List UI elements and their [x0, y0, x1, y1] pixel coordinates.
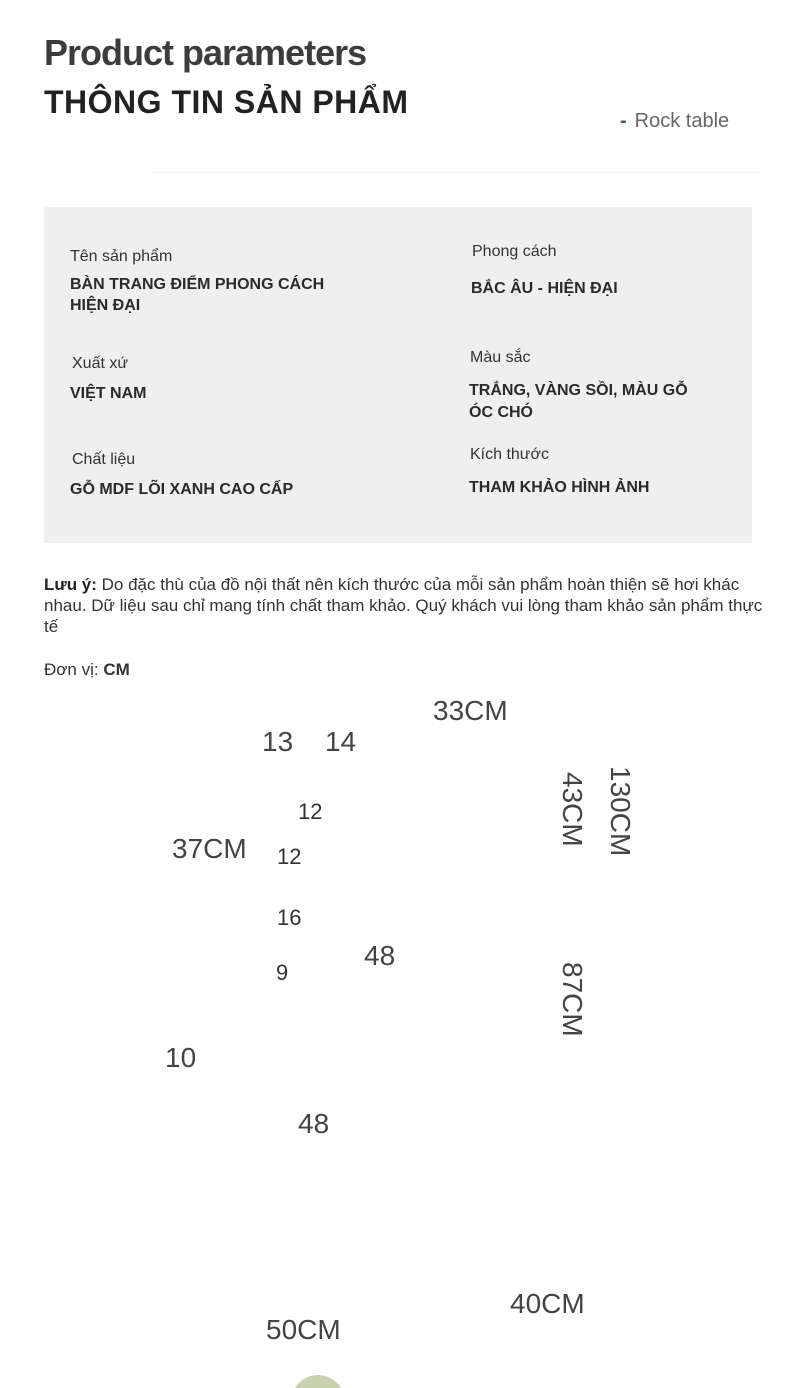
dim-shelf-gap-2: 12 [277, 844, 302, 869]
title-vietnamese: THÔNG TIN SẢN PHẨM [44, 84, 409, 120]
unit-line [44, 660, 130, 680]
dim-width: 50CM [266, 1314, 341, 1345]
plant [290, 1375, 346, 1388]
spec-color-label: Màu sắc [470, 349, 531, 366]
spec-name-label: Tên sản phẩm [70, 248, 173, 265]
dim-shelf-depth-a: 13 [262, 726, 294, 757]
spec-origin-label: Xuất xứ [72, 355, 129, 372]
dim-shelf-depth-b: 14 [325, 726, 357, 757]
dim-shelf-gap-3: 16 [277, 905, 302, 930]
dim-drawer-gap: 9 [276, 960, 289, 985]
dim-shelf-gap-1: 12 [298, 799, 323, 824]
dim-table-height: 87CM [557, 962, 588, 1037]
spec-size-value: THAM KHẢO HÌNH ẢNH [469, 479, 650, 496]
divider [150, 172, 760, 173]
vanity-illustration [200, 1375, 530, 1388]
dim-inner-width: 48 [298, 1108, 330, 1139]
spec-material-value: GỖ MDF LÕI XANH CAO CẤP [70, 481, 294, 498]
spec-origin-value: VIỆT NAM [70, 385, 147, 402]
spec-name-value-1: BÀN TRANG ĐIỂM PHONG CÁCH [70, 276, 325, 293]
note-text: Do đặc thù của đồ nội thất nên kích thước của mỗi sản phẩm hoàn thiện sẽ hơi khác nhau. Dữ liệu sau chỉ mang tính chất tham khảo. Quý khách vui lòng tham khảo sản phẩm thực tế [44, 575, 763, 636]
dim-total-height: 130CM [605, 766, 636, 857]
dim-shelf-height: 37CM [172, 833, 247, 864]
spec-color-value-2: ÓC CHÓ [469, 404, 533, 421]
dim-depth: 40CM [510, 1288, 585, 1319]
spec-color-value-1: TRẮNG, VÀNG SỒI, MÀU GỖ [469, 382, 688, 399]
dim-drawer-height: 10 [165, 1042, 197, 1073]
note-paragraph [44, 574, 764, 637]
spec-material-label: Chất liệu [72, 451, 136, 468]
dash-icon: - [620, 110, 627, 132]
vanity-diagram [0, 680, 800, 1388]
dim-top-width: 48 [364, 940, 396, 971]
title-english: Product parameters [44, 32, 367, 73]
dim-mirror-width: 33CM [433, 695, 508, 726]
spec-size-label: Kích thước [470, 446, 550, 463]
dim-mirror-height: 43CM [557, 772, 588, 847]
rock-table-tag [620, 110, 729, 133]
spec-style-label: Phong cách [472, 243, 557, 260]
spec-name-value-2: HIỆN ĐẠI [70, 297, 141, 314]
unit-label: Đơn vị: [44, 660, 104, 679]
spec-style-value: BẮC ÂU - HIỆN ĐẠI [471, 280, 618, 297]
tag-text: Rock table [634, 110, 730, 132]
note-prefix: Lưu ý: [44, 575, 97, 594]
unit-value: CM [103, 660, 130, 679]
